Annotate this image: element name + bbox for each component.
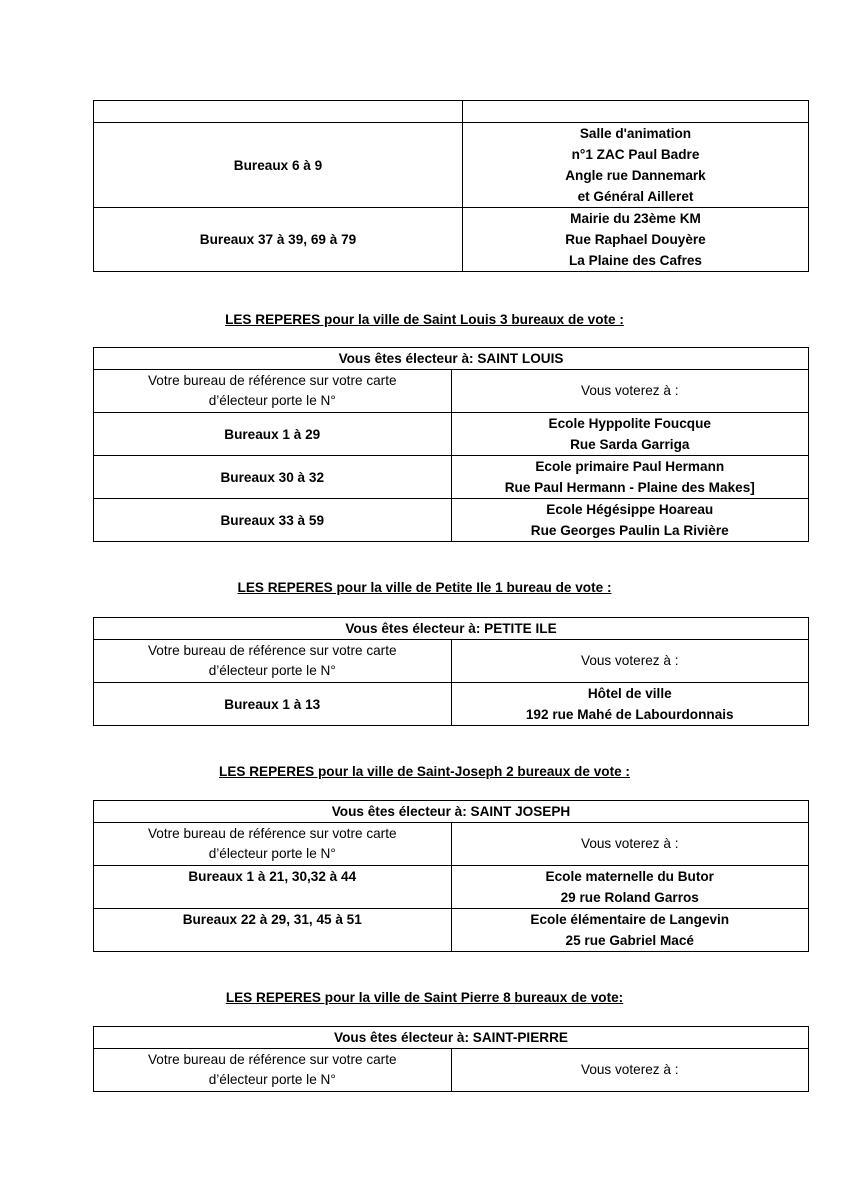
lieu-line: Rue Georges Paulin La Rivière (530, 523, 729, 538)
table-header-row (94, 618, 809, 640)
table-cell-empty (94, 101, 463, 123)
table-row (94, 413, 809, 456)
lieu-line: Ecole primaire Paul Hermann (535, 459, 725, 474)
vote-label-cell: Vous voterez à : (451, 823, 809, 866)
lieu-line: 29 rue Roland Garros (560, 890, 699, 905)
section-heading-petite-ile: LES REPERES pour la ville de Petite Ile 1 bureau de vote : (237, 580, 612, 595)
ref-label-line: Votre bureau de référence sur votre carte (147, 826, 397, 841)
elector-city-cell: Vous êtes électeur à: SAINT-PIERRE (94, 1027, 809, 1049)
bureaux-cell: Bureaux 30 à 32 (94, 456, 452, 499)
table-subheader-row (94, 823, 809, 866)
lieu-cell (451, 683, 809, 726)
lieu-cell (463, 123, 809, 208)
table-row (94, 208, 809, 272)
ref-label-cell (94, 370, 452, 413)
lieu-line: Rue Sarda Garriga (570, 437, 690, 452)
lieu-line: Ecole Hégésippe Hoareau (546, 502, 714, 517)
bureaux-cell: Bureaux 22 à 29, 31, 45 à 51 (94, 909, 452, 952)
lieu-line: Angle rue Dannemark (565, 168, 706, 183)
bureaux-cell: Bureaux 1 à 21, 30,32 à 44 (94, 866, 452, 909)
table-subheader-row (94, 640, 809, 683)
lieu-cell (451, 866, 809, 909)
section-heading-saint-joseph: LES REPERES pour la ville de Saint-Joseph 2 bureaux de vote : (219, 764, 630, 779)
bureaux-cell: Bureaux 6 à 9 (94, 123, 463, 208)
ref-label-cell (94, 640, 452, 683)
ref-label-line: d’électeur porte le N° (208, 1072, 336, 1087)
lieu-line: Hôtel de ville (587, 686, 672, 701)
ref-label-line: d’électeur porte le N° (208, 663, 336, 678)
ref-label-cell (94, 823, 452, 866)
lieu-line: et Général Ailleret (577, 189, 694, 204)
table-row (94, 123, 809, 208)
vote-label-cell: Vous voterez à : (451, 640, 809, 683)
lieu-line: n°1 ZAC Paul Badre (571, 147, 700, 162)
table-row (94, 101, 809, 123)
ref-label-line: Votre bureau de référence sur votre carte (147, 1052, 397, 1067)
table-top-continued (93, 100, 809, 272)
bureaux-cell: Bureaux 37 à 39, 69 à 79 (94, 208, 463, 272)
table-row (94, 683, 809, 726)
elector-city-cell: Vous êtes électeur à: SAINT LOUIS (94, 348, 809, 370)
table-saint-joseph (93, 800, 809, 952)
vote-label-cell: Vous voterez à : (451, 1049, 809, 1092)
table-row (94, 499, 809, 542)
section-heading-saint-louis: LES REPERES pour la ville de Saint Louis 3 bureaux de vote : (225, 312, 624, 327)
ref-label-line: Votre bureau de référence sur votre carte (147, 643, 397, 658)
table-row (94, 456, 809, 499)
lieu-line: Rue Raphael Douyère (565, 232, 706, 247)
ref-label-line: d’électeur porte le N° (208, 393, 336, 408)
ref-label-cell (94, 1049, 452, 1092)
table-saint-pierre (93, 1026, 809, 1092)
lieu-line: La Plaine des Cafres (569, 253, 702, 268)
lieu-cell (451, 413, 809, 456)
ref-label-line: Votre bureau de référence sur votre carte (147, 373, 397, 388)
lieu-line: Ecole maternelle du Butor (545, 869, 714, 884)
elector-city-cell: Vous êtes électeur à: PETITE ILE (94, 618, 809, 640)
bureaux-cell: Bureaux 1 à 29 (94, 413, 452, 456)
lieu-line: Mairie du 23ème KM (570, 211, 701, 226)
table-petite-ile (93, 617, 809, 726)
table-header-row (94, 1027, 809, 1049)
ref-label-line: d’électeur porte le N° (208, 846, 336, 861)
lieu-line: 192 rue Mahé de Labourdonnais (525, 707, 734, 722)
lieu-line: 25 rue Gabriel Macé (565, 933, 694, 948)
table-header-row (94, 801, 809, 823)
table-row (94, 866, 809, 909)
table-row (94, 909, 809, 952)
lieu-line: Ecole Hyppolite Foucque (548, 416, 711, 431)
bureaux-cell: Bureaux 1 à 13 (94, 683, 452, 726)
lieu-line: Rue Paul Hermann - Plaine des Makes] (504, 480, 755, 495)
lieu-cell (463, 208, 809, 272)
lieu-line: Salle d'animation (579, 126, 692, 141)
bureaux-cell: Bureaux 33 à 59 (94, 499, 452, 542)
lieu-cell (451, 456, 809, 499)
table-header-row (94, 348, 809, 370)
lieu-cell (451, 909, 809, 952)
lieu-line: Ecole élémentaire de Langevin (530, 912, 730, 927)
section-heading-saint-pierre: LES REPERES pour la ville de Saint Pierre 8 bureaux de vote: (225, 990, 624, 1005)
table-cell-empty (463, 101, 809, 123)
vote-label-cell: Vous voterez à : (451, 370, 809, 413)
table-subheader-row (94, 370, 809, 413)
table-saint-louis (93, 347, 809, 542)
table-subheader-row (94, 1049, 809, 1092)
lieu-cell (451, 499, 809, 542)
elector-city-cell: Vous êtes électeur à: SAINT JOSEPH (94, 801, 809, 823)
